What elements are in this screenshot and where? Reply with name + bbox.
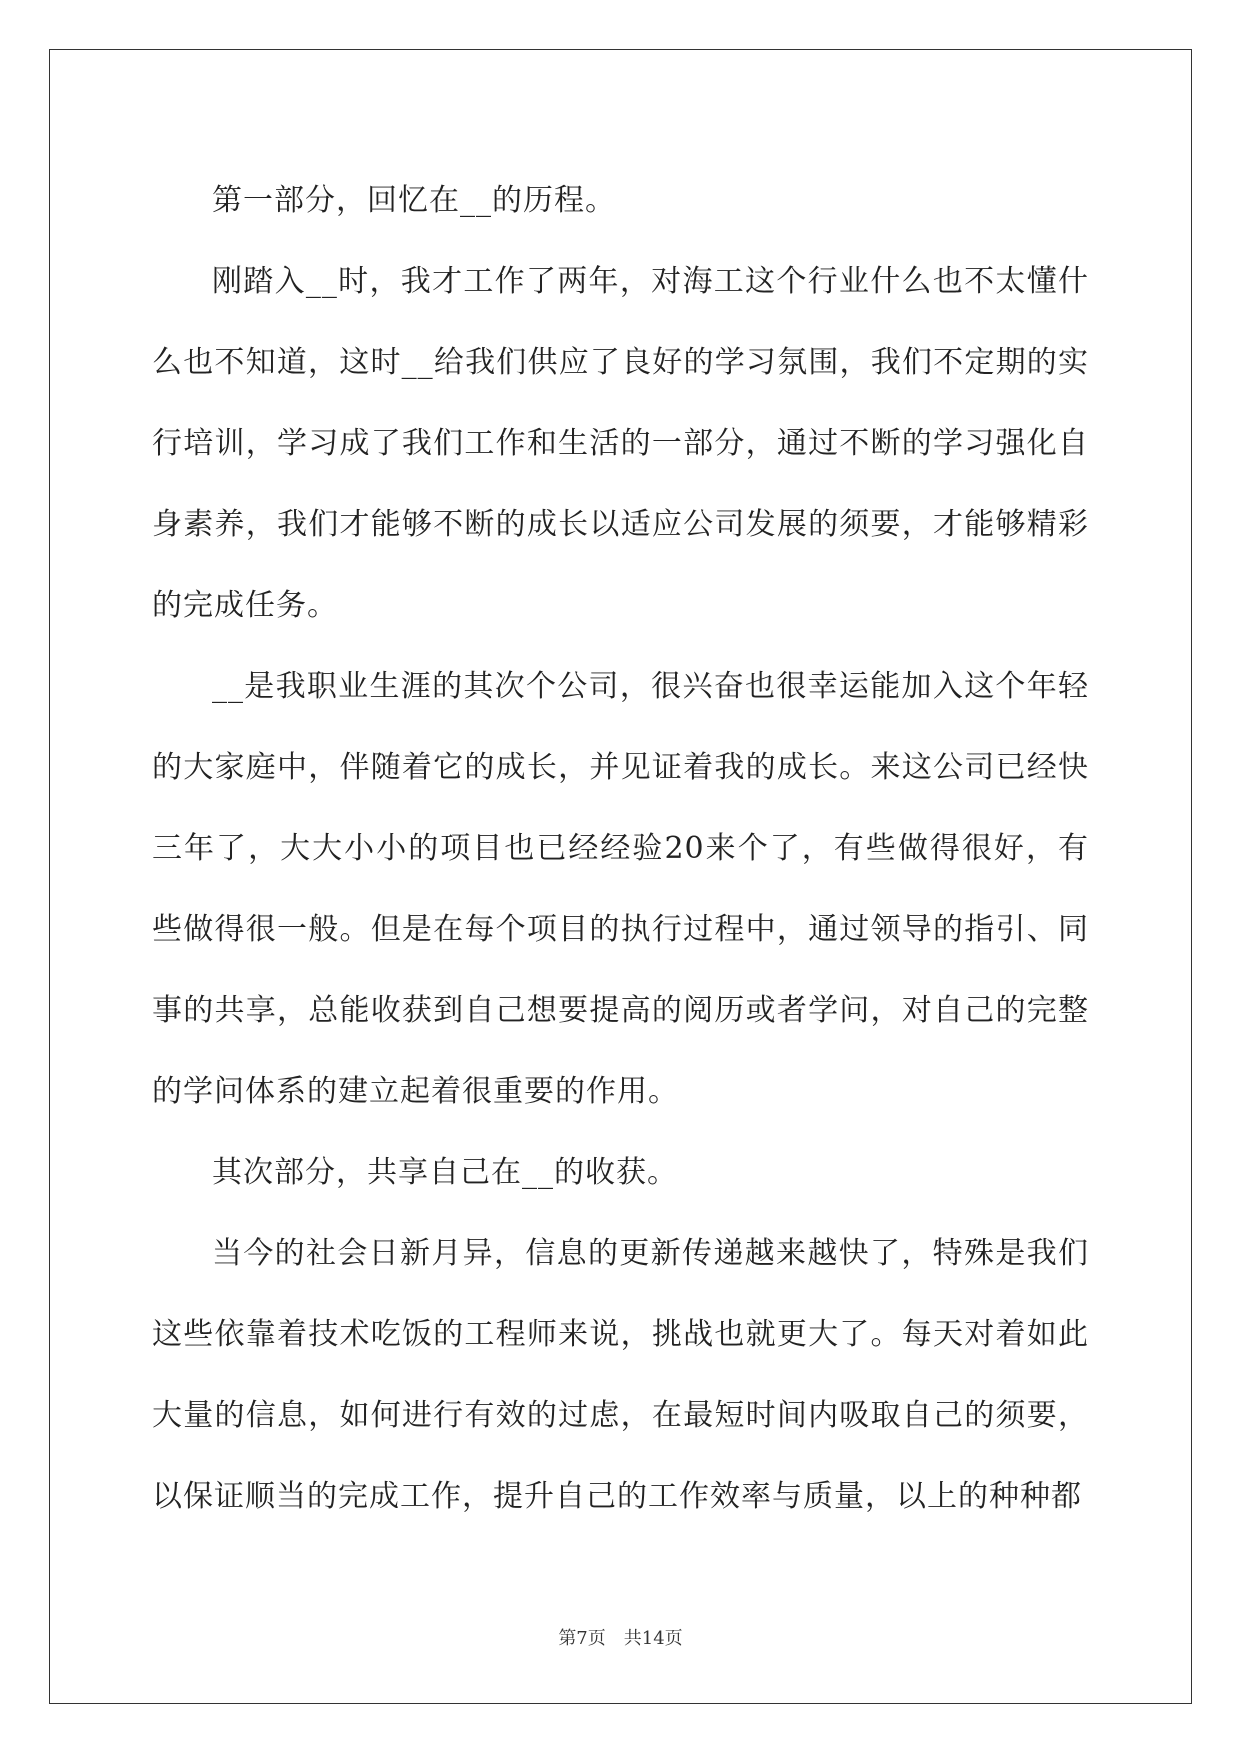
page-number-footer: 第7页 共14页 <box>558 1628 683 1649</box>
paragraph: 其次部分，共享自己在__的收获。 <box>212 1155 678 1190</box>
paragraph: 当今的社会日新月异，信息的更新传递越来越快了，特殊是我们这些依靠着技术吃饭的工程师来说，挑战也就更大了。每天对着如此大量的信息，如何进行有效的过虑，在最短时间内吸取自己的须要，以保证顺当的完成工作，提升自己的工作效率与质量，以上的种种都 <box>152 1236 1089 1514</box>
document-body <box>152 160 1089 1537</box>
paragraph: 第一部分，回忆在__的历程。 <box>212 183 616 218</box>
paragraph: __是我职业生涯的其次个公司，很兴奋也很幸运能加入这个年轻的大家庭中，伴随着它的成长，并见证着我的成长。来这公司已经快三年了，大大小小的项目也已经经验20来个了，有些做得很好，有些做得很一般。但是在每个项目的执行过程中，通过领导的指引、同事的共享，总能收获到自己想要提高的阅历或者学问，对自己的完整的学问体系的建立起着很重要的作用。 <box>152 669 1089 1109</box>
paragraph: 刚踏入__时，我才工作了两年，对海工这个行业什么也不太懂什么也不知道，这时__给我们供应了良好的学习氛围，我们不定期的实行培训，学习成了我们工作和生活的一部分，通过不断的学习强化自身素养，我们才能够不断的成长以适应公司发展的须要，才能够精彩的完成任务。 <box>152 264 1089 623</box>
